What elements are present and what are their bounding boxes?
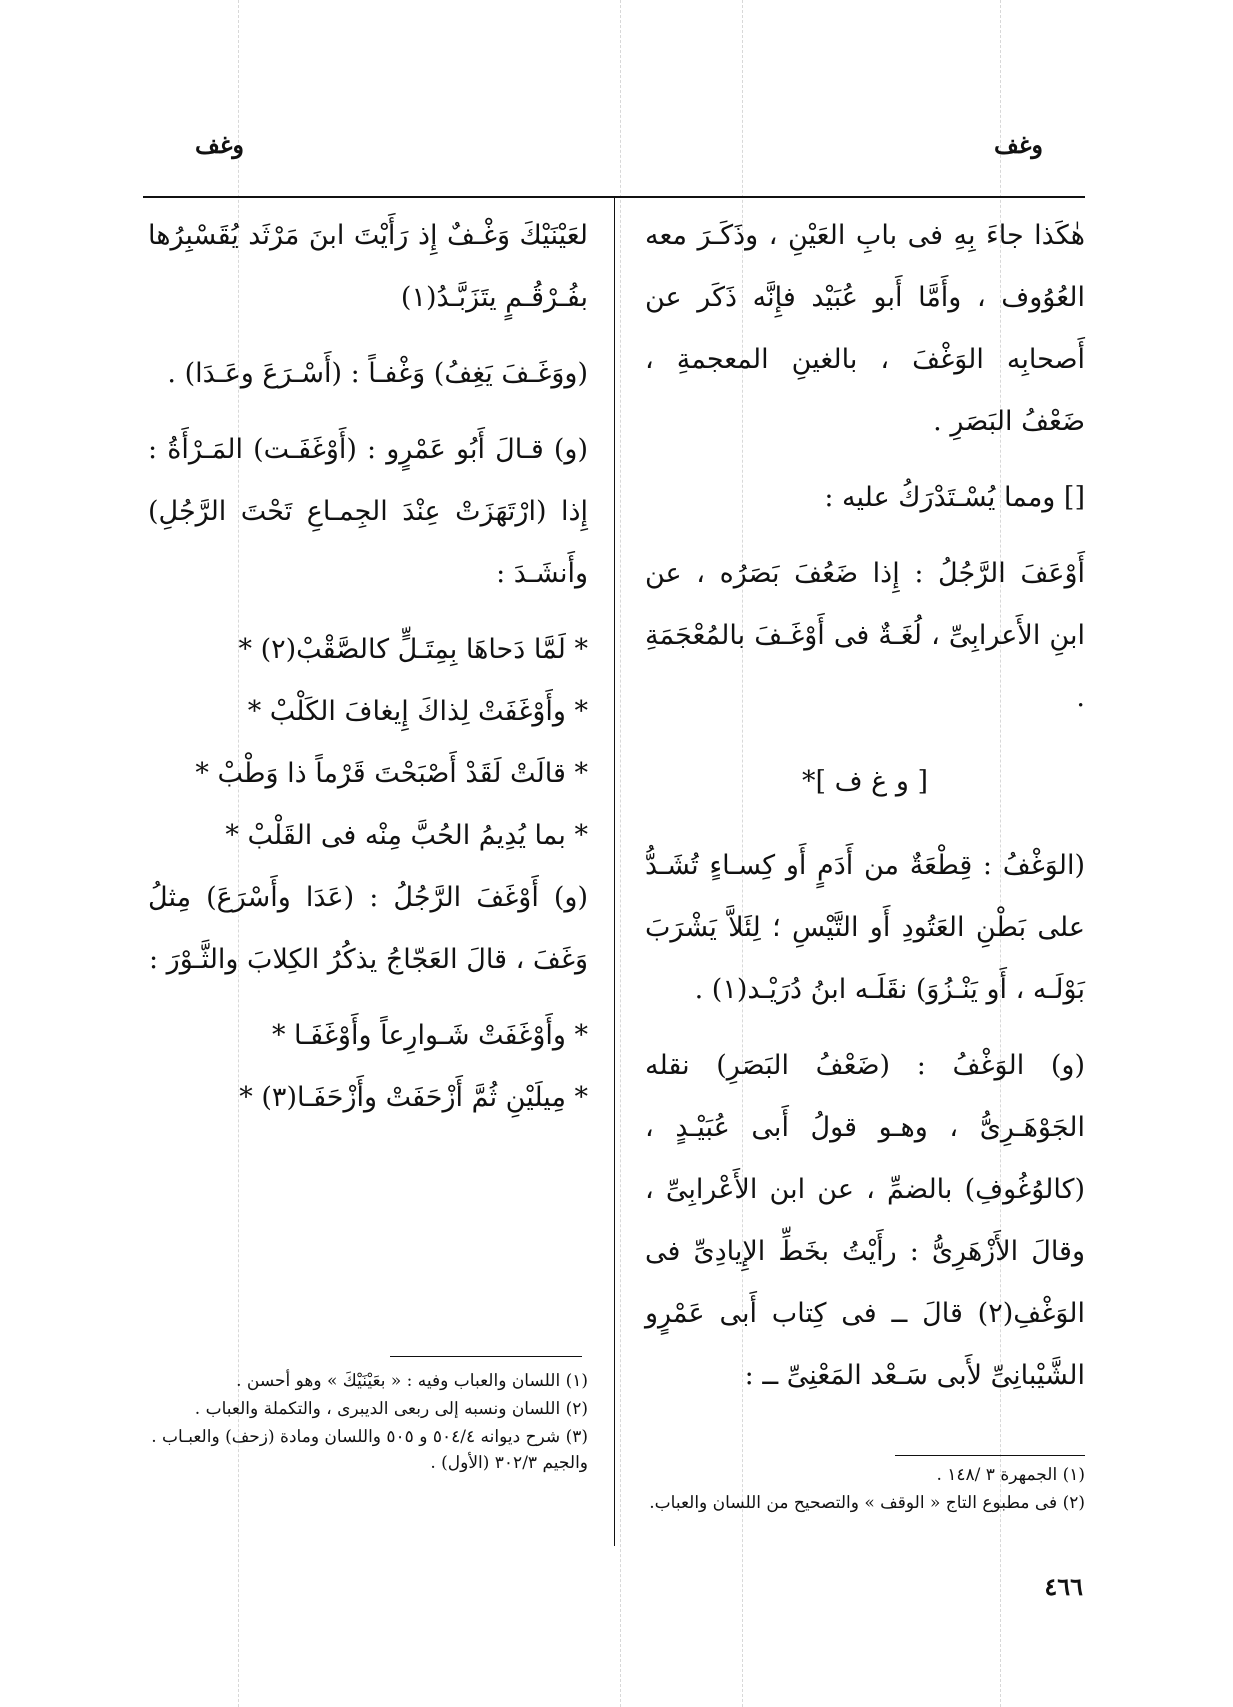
footnote: (١) اللسان والعباب وفيه : « بعَيْنَيْكَ » وهو أحسن .	[236, 1371, 588, 1391]
footnotes-right	[635, 1462, 1085, 1518]
footnote-rule-left	[390, 1356, 582, 1357]
paragraph: [] ومما يُسْـتَدْرَكُ عليه :	[824, 482, 1085, 513]
paragraph: (و) أَوْغَفَ الرَّجُلُ : (عَدَا وأَسْرَعَ) مِثلُ وَغَفَ ، قالَ العَجّاجُ يذكُرُ الكِلابَ والثَّـوْرَ :	[148, 882, 588, 975]
footnote: (٢) اللسان ونسبه إلى ربعى الديبرى ، والتكملة والعباب .	[194, 1399, 588, 1419]
paragraph: أَوْعَفَ الرَّجُلُ : إِذا ضَعُفَ بَصَرُه ، عن ابنِ الأَعرابِىِّ ، لُغَـةٌ فى أَوْغَـفَ بالمُعْجَمَةِ .	[645, 558, 1085, 713]
paragraph: (و) قـالَ أَبُو عَمْرٍو : (أَوْغَفَـت) المَـرْأَةُ : إِذا (ارْتَهَزَتْ عِنْدَ الجِمـاعِ تَحْتَ الرَّجُلِ) وأَنشَـدَ :	[148, 434, 588, 589]
entry-heading: [ و غ ف ]*	[801, 766, 929, 797]
paragraph: لعَيْنَيْكَ وَغْـفٌ إِذ رَأَيْتَ ابنَ مَرْثَد يُقَسْبِرُها بفُـرْقُـمٍ يتَزَبَّـدُ(١)	[148, 220, 588, 313]
paragraph: (ووَغَـفَ يَغِفُ) وَغْفـاً : (أَسْـرَعَ وعَـدَا) .	[167, 358, 588, 389]
footnote: (٢) فى مطبوع التاج « الوقف » والتصحيح من اللسان والعباب.	[649, 1493, 1085, 1513]
page-number: ٤٦٦	[1044, 1572, 1083, 1601]
right-column	[645, 205, 1085, 1421]
verse-line: * وأَوْغَفَتْ شَـوارِعاً وأَوْغَفَـا *	[271, 1020, 588, 1051]
paragraph: (و) الوَغْفُ : (ضَعْفُ البَصَرِ) نقله الجَوْهَـرِىُّ ، وهـو قولُ أَبى عُبَيْـدٍ ، (كالوُغُوفِ) بالضمِّ ، عن ابن الأَعْرابِىِّ ، وقالَ الأَزْهَرِىُّ : رأَيْتُ بخَطِّ الإِيادِىِّ فى الوَغْفِ(٢) قالَ ــ فى كِتاب أَبى عَمْرٍو الشَّيْبانِىِّ لأَبى سَـعْد المَعْنِىِّ ــ :	[645, 1050, 1085, 1391]
running-head-left: وغف	[195, 130, 244, 159]
footnote: (٣) شرح ديوانه ٥٠٤/٤ و ٥٠٥ واللسان ومادة (زحف) والعبـاب . والجيم ٣٠٢/٣ (الأول) .	[151, 1427, 588, 1473]
column-divider	[614, 196, 615, 1546]
verse-line: * مِيلَيْنِ ثُمَّ أَزْحَفَتْ وأَزْحَفَـا(٣) *	[239, 1082, 588, 1113]
scan-guide-line	[620, 0, 621, 1707]
paragraph: هٰكَذا جاءَ بِهِ فى بابِ العَيْنِ ، وذَكَـرَ معه العُوُوف ، وأَمَّا أَبو عُبَيْد فإِنَّه ذَكَر عن أَصحابِه الوَغْفَ ، بالغينِ المعجمةِ ، ضَعْفُ البَصَرِ .	[645, 220, 1085, 437]
footnote-rule-right	[895, 1455, 1085, 1456]
verse-line: * لَمَّا دَحاهَا بِمِتَـلٍّ كالصَّقْبْ(٢) *	[238, 634, 588, 665]
verse-line: * قالَتْ لَقَدْ أَصْبَحْتَ قَرْماً ذا وَطْبْ *	[195, 758, 588, 789]
left-column	[148, 205, 588, 1129]
footnotes-left	[148, 1368, 588, 1478]
verse-line: * وأَوْغَفَتْ لِذاكَ إِيغافَ الكَلْبْ *	[247, 696, 588, 727]
footnote: (١) الجمهرة ٣ /١٤٨ .	[936, 1465, 1085, 1485]
paragraph: (الوَغْفُ : قِطْعَةٌ من أَدَمٍ أَو كِسـاءٍ تُشَـدُّ على بَطْنِ العَتُودِ أَو التَّيْسِ ؛ لِئَلاَّ يَشْرَبَ بَوْلَـه ، أَو يَنْـزُوَ) نقَلَـه ابنُ دُرَيْـد(١) .	[645, 850, 1085, 1005]
verse-line: * بما يُدِيمُ الحُبَّ مِنْه فى القَلْبْ *	[225, 820, 588, 851]
running-head-right: وغف	[994, 130, 1043, 159]
